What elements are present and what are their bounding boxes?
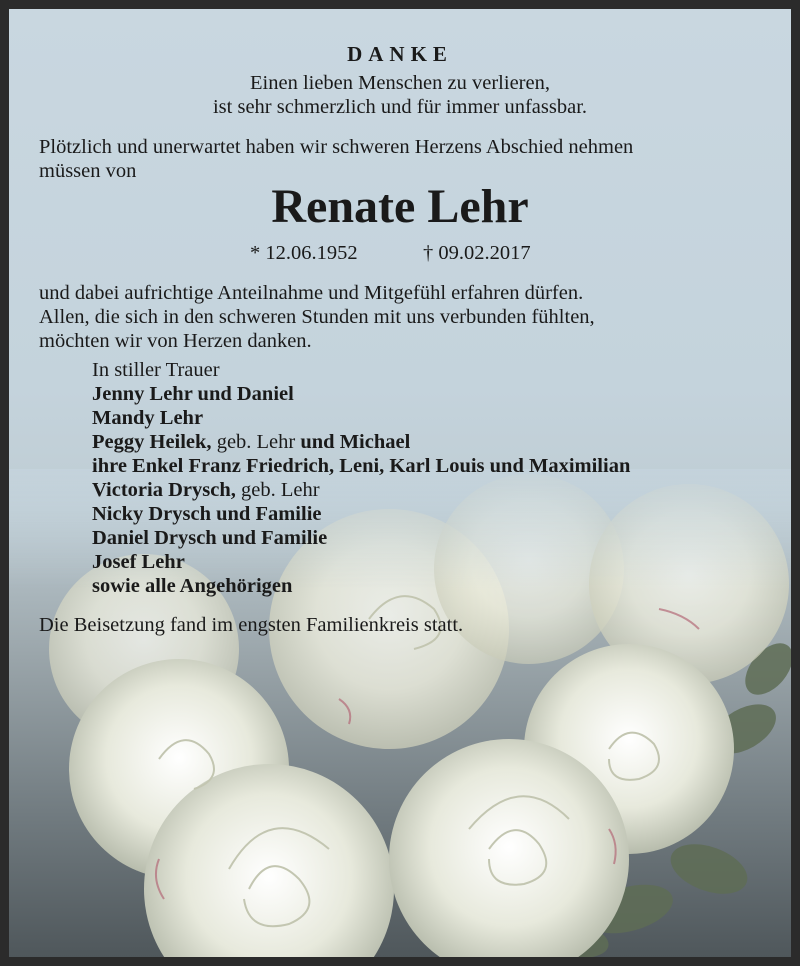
funeral-note: Die Beisetzung fand im engsten Familienkreis statt. — [39, 614, 464, 636]
mourner-3-name: Peggy Heilek, — [92, 431, 212, 453]
mourner-3 — [92, 430, 410, 454]
mourner-3-maiden: geb. Lehr — [211, 431, 301, 453]
mourner-4: ihre Enkel Franz Friedrich, Leni, Karl Louis und Maximilian — [92, 455, 631, 477]
deceased-name: Renate Lehr — [271, 180, 529, 233]
mourner-5-name: Victoria Drysch, — [92, 479, 236, 501]
verse-line-1: Einen lieben Menschen zu verlieren, — [250, 72, 550, 94]
notice-text — [9, 9, 791, 957]
mourner-1: Jenny Lehr und Daniel — [92, 383, 294, 405]
thanks-line-1: und dabei aufrichtige Anteilnahme und Mitgefühl erfahren dürfen. — [39, 282, 584, 304]
thanks-line-3: möchten wir von Herzen danken. — [39, 330, 312, 352]
mourner-9: sowie alle Angehörigen — [92, 575, 293, 597]
verse-line-2: ist sehr schmerzlich und für immer unfassbar. — [212, 96, 588, 118]
mourner-7: Daniel Drysch und Familie — [92, 527, 328, 549]
birth-date: * 12.06.1952 — [250, 242, 358, 264]
mourner-5-maiden: geb. Lehr — [235, 479, 320, 501]
mourner-5 — [92, 478, 320, 502]
death-date: † 09.02.2017 — [423, 242, 531, 264]
intro-line-2: müssen von — [39, 160, 137, 182]
mourner-6: Nicky Drysch und Familie — [92, 503, 322, 525]
mourner-2: Mandy Lehr — [92, 407, 204, 429]
thanks-line-2: Allen, die sich in den schweren Stunden mit uns verbunden fühlten, — [39, 306, 595, 328]
heading: DANKE — [347, 42, 453, 66]
mourner-3-partner: und Michael — [300, 431, 411, 453]
mourner-8: Josef Lehr — [92, 551, 185, 573]
mourning-label: In stiller Trauer — [92, 359, 220, 381]
intro-line-1: Plötzlich und unerwartet haben wir schweren Herzens Abschied nehmen — [39, 136, 634, 158]
